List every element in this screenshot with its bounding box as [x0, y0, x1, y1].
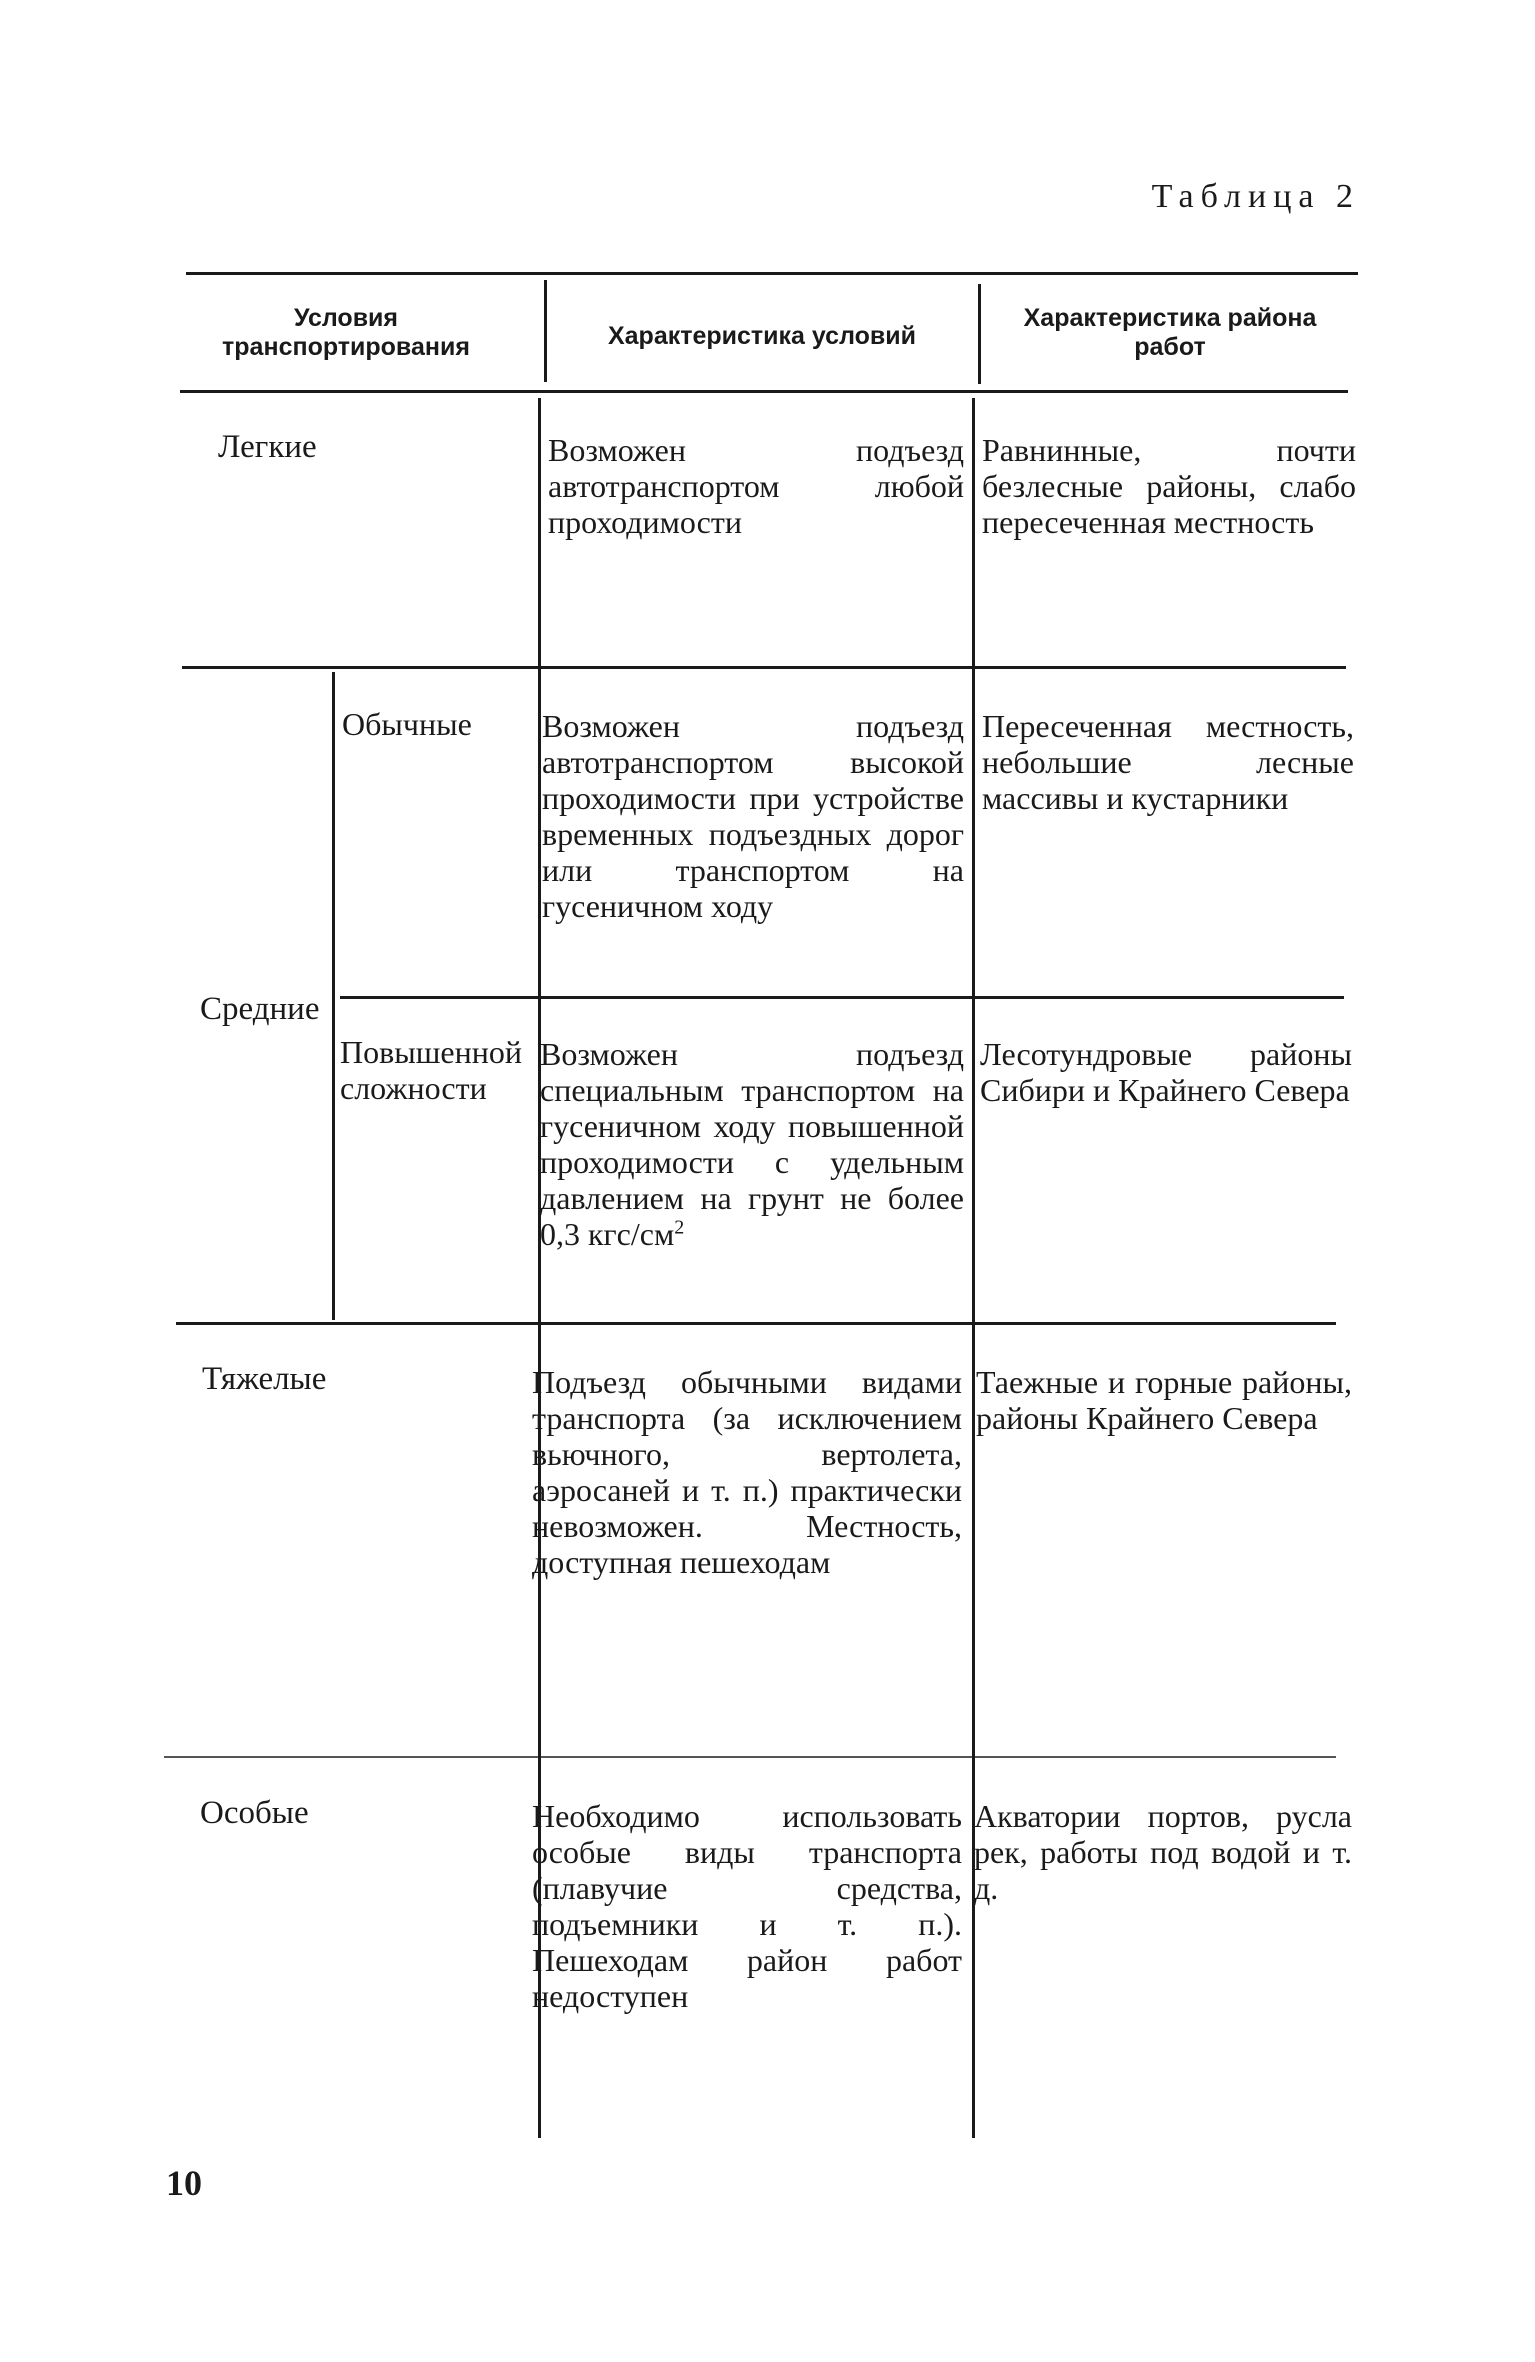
subcol-divider-medium [332, 672, 335, 1320]
page-number: 10 [166, 2163, 202, 2203]
medium-ordinary-area: Пересеченная местность, небольшие лесные массивы и кустарники [982, 708, 1354, 816]
header-conditions-characteristic: Характеристика условий [607, 322, 917, 350]
special-characteristic: Необходимо использовать особые виды транспорта (плавучие средства, подъемники и т. п.). Пешеходам район работ недоступен [532, 1798, 962, 2014]
special-area: Акватории портов, русла рек, работы под водой и т. д. [974, 1798, 1352, 1906]
col-divider-1-header [544, 280, 547, 382]
condition-medium: Средние [200, 991, 320, 1027]
heavy-area: Таежные и горные районы, районы Крайнего Севера [976, 1364, 1352, 1436]
row-rule-medium [182, 666, 1346, 669]
heavy-characteristic: Подъезд обычными видами транспорта (за исключением вьючного, вертолета, аэросаней и т. п.) практически невозможен. Местность, доступная пешеходам [532, 1364, 962, 1580]
condition-special: Особые [200, 1795, 309, 1831]
subrow-rule-increased [340, 996, 1344, 999]
header-area-characteristic: Характеристика района работ [1023, 304, 1317, 361]
medium-increased-area: Лесотундровые районы Сибири и Крайнего Севера [980, 1036, 1352, 1108]
medium-ordinary-characteristic: Возможен подъезд автотранспортом высокой проходимости при устройстве временных подъездных дорог или транспортом на гусеничном ходу [542, 708, 964, 924]
condition-heavy: Тяжелые [202, 1361, 327, 1397]
medium-increased-label: Повышенной сложности [340, 1034, 522, 1106]
condition-light: Легкие [218, 429, 317, 465]
medium-ordinary-label: Обычные [342, 706, 472, 742]
col-divider-2-header [978, 284, 981, 384]
header-bottom-rule [180, 390, 1348, 393]
table-caption: Таблица 2 [1151, 178, 1360, 215]
header-transport-conditions: Условия транспортирования [222, 304, 470, 361]
table-top-rule [186, 272, 1358, 275]
row-rule-special [164, 1756, 1336, 1758]
light-characteristic: Возможен подъезд автотранспортом любой проходимости [548, 432, 964, 540]
light-area: Равнинные, почти безлесные районы, слабо пересеченная местность [982, 432, 1356, 540]
medium-increased-text: Возможен подъезд специальным транспортом на гусеничном ходу повышенной проходимости с удельным давлением на грунт не более 0,3 кгс/см [540, 1036, 964, 1252]
superscript-2: 2 [674, 1216, 685, 1239]
row-rule-heavy [176, 1322, 1336, 1325]
medium-increased-characteristic [540, 1036, 964, 1252]
